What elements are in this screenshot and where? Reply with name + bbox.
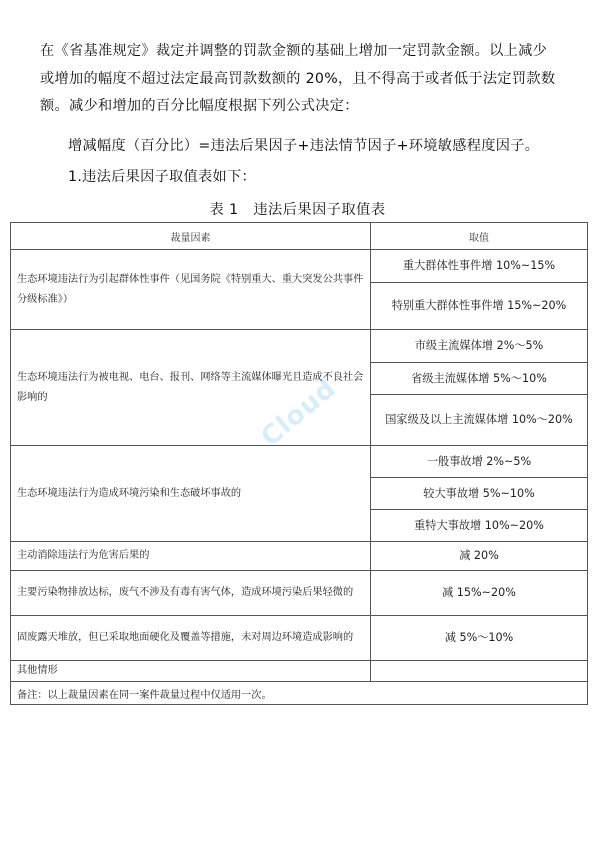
table-note: 备注：以上裁量因素在同一案件裁量过程中仅适用一次。 [11, 682, 588, 705]
header-factor: 裁量因素 [11, 223, 371, 250]
value-cell: 减 15%~20% [371, 571, 588, 616]
factor-cell: 生态环境违法行为引起群体性事件（见国务院《特别重大、重大突发公共事件分级标准》） [11, 250, 371, 330]
watermark-logo: Cloud [255, 373, 343, 453]
factor-cell: 固废露天堆放，但已采取地面硬化及覆盖等措施，未对周边环境造成影响的 [11, 616, 371, 661]
formula-line: 增减幅度（百分比）=违法后果因子+违法情节因子+环境敏感程度因子。 [68, 138, 540, 154]
intro-paragraph: 在《省基准规定》裁定并调整的罚款金额的基础上增加一定罚款金额。以上减少或增加的幅度不超过法定最高罚款数额的 20%，且不得高于或者低于法定罚款数额。减少和增加的百分比幅度根据下列公式决定： [40, 43, 556, 114]
table-row [11, 330, 588, 363]
factor-cell: 主要污染物排放达标，废气不涉及有毒有害气体，造成环境污染后果轻微的 [11, 571, 371, 616]
value-cell: 重特大事故增 10%~20% [371, 510, 588, 542]
table-row [11, 542, 588, 571]
factor-cell: 其他情形 [11, 661, 371, 682]
table-caption: 表 1 违法后果因子取值表 [209, 202, 386, 218]
value-cell: 减 20% [371, 542, 588, 571]
table-row [11, 250, 588, 283]
table-row [11, 571, 588, 616]
factor-cell: 生态环境违法行为造成环境污染和生态破坏事故的 [11, 446, 371, 542]
table-header-row [11, 223, 588, 250]
value-cell: 国家级及以上主流媒体增 10%～20% [371, 395, 588, 446]
table-row [11, 661, 588, 682]
value-cell: 省级主流媒体增 5%～10% [371, 363, 588, 395]
value-cell: 较大事故增 5%~10% [371, 478, 588, 510]
value-cell: 一般事故增 2%~5% [371, 446, 588, 478]
value-cell: 减 5%～10% [371, 616, 588, 661]
value-cell: 市级主流媒体增 2%～5% [371, 330, 588, 363]
factor-cell: 主动消除违法行为危害后果的 [11, 542, 371, 571]
value-cell: 特别重大群体性事件增 15%~20% [371, 283, 588, 330]
header-value: 取值 [371, 223, 588, 250]
factor-cell: 生态环境违法行为被电视、电台、报刊、网络等主流媒体曝光且造成不良社会影响的 [11, 330, 371, 446]
table-row [11, 446, 588, 478]
value-cell [371, 661, 588, 682]
value-cell: 重大群体性事件增 10%~15% [371, 250, 588, 283]
table-row [11, 616, 588, 661]
factor-value-table [10, 222, 588, 705]
subheading: 1.违法后果因子取值表如下： [68, 169, 256, 185]
table-note-row [11, 682, 588, 705]
